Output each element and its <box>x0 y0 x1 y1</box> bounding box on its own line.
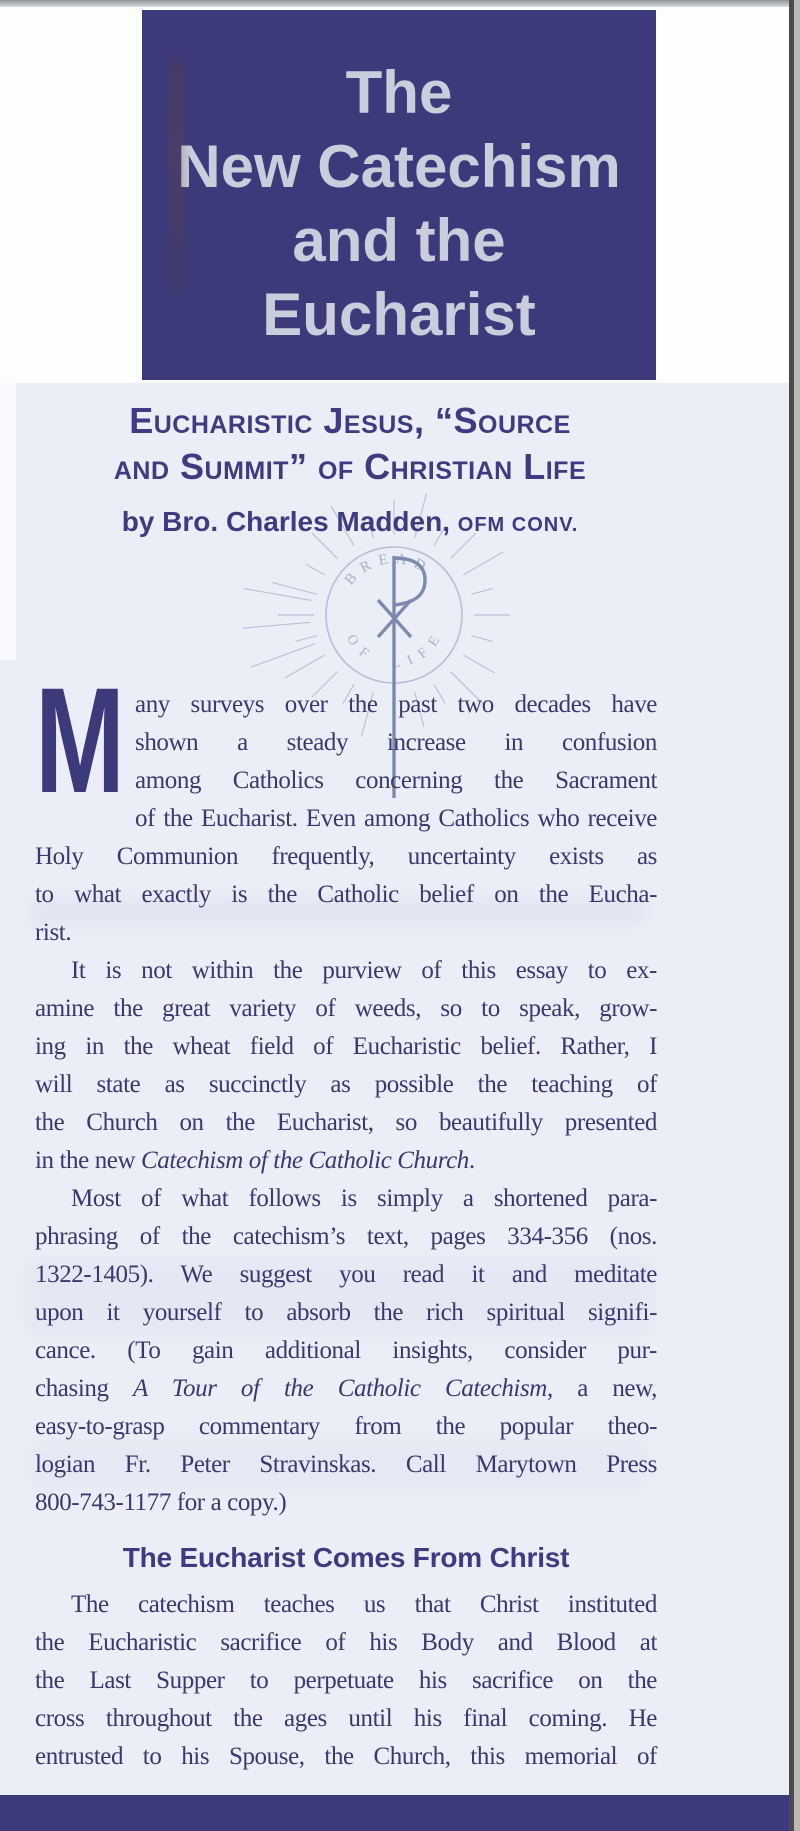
text-line: shown a steady increase in confusion <box>135 729 657 756</box>
text-line: ing in the wheat field of Eucharistic belief. Rather, I <box>35 1033 657 1060</box>
text-line: logian Fr. Peter Stravinskas. Call Marytown Press <box>35 1451 657 1478</box>
svg-text:O F <box>343 632 373 663</box>
text-line: chasing A Tour of the Catholic Catechism, a new, <box>35 1375 657 1402</box>
text-line: will state as succinctly as possible the teaching of <box>35 1071 657 1098</box>
text-line: the Last Supper to perpetuate his sacrifice on the <box>35 1667 657 1694</box>
subtitle-heading <box>0 398 700 490</box>
title-line: Eucharist <box>262 281 536 348</box>
emblem-arc-bottom-right-text: L I F E <box>391 631 445 672</box>
title-banner <box>142 10 656 380</box>
svg-text:B R E A D <box>342 551 430 588</box>
text-line: any surveys over the past two decades have <box>135 691 657 718</box>
drop-cap: M <box>35 656 125 824</box>
title-line: and the <box>292 207 506 274</box>
byline-order-suffix: OFM CONV. <box>457 514 579 536</box>
book-title: Catechism of the Catholic Church <box>141 1147 469 1174</box>
text-line: entrusted to his Spouse, the Church, this memorial of <box>35 1743 657 1770</box>
scan-top-edge <box>0 0 789 7</box>
text-line: Most of what follows is simply a shortened para- <box>71 1185 657 1212</box>
text-line: of the Eucharist. Even among Catholics who receive <box>135 805 657 832</box>
text-line: Holy Communion frequently, uncertainty exists as <box>35 843 657 870</box>
title-line: New Catechism <box>177 133 621 200</box>
text-line: phrasing of the catechism’s text, pages 334-356 (nos. <box>35 1223 657 1250</box>
section-heading: The Eucharist Comes From Christ <box>122 1542 570 1573</box>
text-line: It is not within the purview of this essay to ex- <box>71 957 657 984</box>
emblem-arc-top-text: B R E A D <box>341 551 430 589</box>
body-text <box>35 656 657 1776</box>
text-line: easy-to-grasp commentary from the popular theo- <box>35 1413 657 1440</box>
byline <box>0 506 700 538</box>
text-line: rist. <box>35 919 72 946</box>
emblem-arc-bottom-left-text: O F <box>343 632 374 664</box>
subtitle-line: and Summit” of Christian Life <box>113 446 587 487</box>
book-title: A Tour of the Catholic Catechism <box>132 1375 547 1402</box>
text-line: the Church on the Eucharist, so beautifully presented <box>35 1109 657 1136</box>
text-line: in the new Catechism of the Catholic Church. <box>35 1147 475 1174</box>
byline-author: by Bro. Charles Madden, <box>121 506 450 537</box>
scan-left-edge-highlight <box>0 0 16 660</box>
text-line: 1322-1405). We suggest you read it and meditate <box>35 1261 657 1288</box>
text-line: cance. (To gain additional insights, consider pur- <box>35 1337 657 1364</box>
text-line: cross throughout the ages until his final coming. He <box>35 1705 657 1732</box>
svg-text:L I F E <box>391 632 444 672</box>
text-line: among Catholics concerning the Sacrament <box>135 767 657 794</box>
text-line: The catechism teaches us that Christ instituted <box>71 1591 657 1618</box>
text-line: the Eucharistic sacrifice of his Body and Blood at <box>35 1629 657 1656</box>
subtitle-line: Eucharistic Jesus, “Source <box>129 400 571 441</box>
scan-streak-artifact <box>170 58 183 293</box>
text-line: to what exactly is the Catholic belief on the Eucha- <box>35 881 657 908</box>
title-line: The <box>345 59 453 126</box>
text-line: 800-743-1177 for a copy.) <box>35 1489 287 1516</box>
bottom-banner <box>0 1795 789 1831</box>
scanner-background <box>794 0 800 1831</box>
text-line: amine the great variety of weeds, so to speak, grow- <box>35 995 657 1022</box>
text-line: upon it yourself to absorb the rich spiritual signifi- <box>35 1299 657 1326</box>
